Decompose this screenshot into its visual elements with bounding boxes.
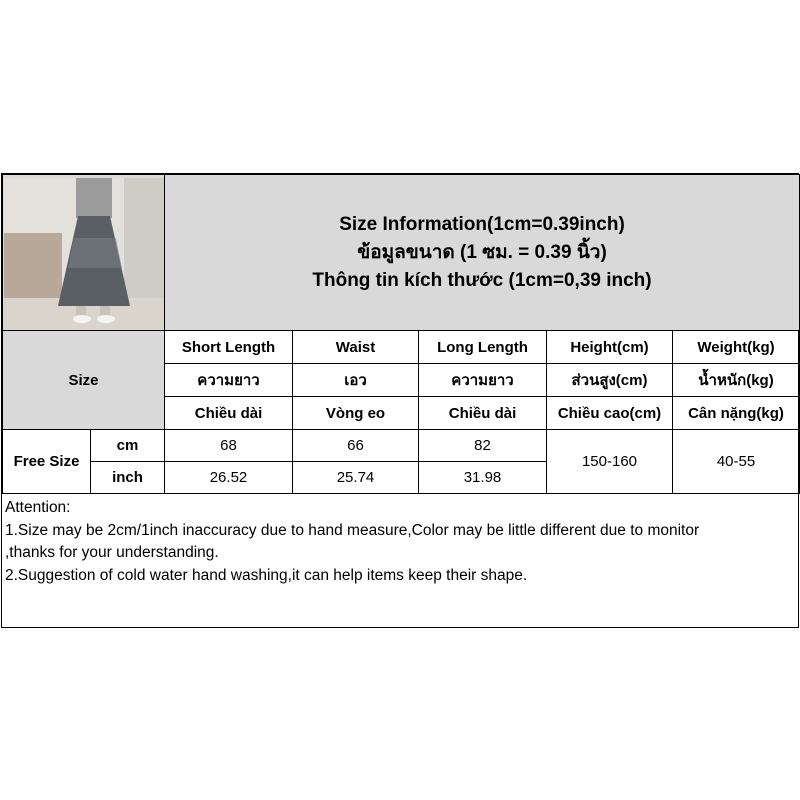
title-english: Size Information(1cm=0.39inch) <box>339 213 625 235</box>
attention-heading: Attention: <box>5 499 71 516</box>
col-long-length-th: ความยาว <box>419 364 547 397</box>
note-2: 2.Suggestion of cold water hand washing,it can help items keep their shape. <box>5 566 528 584</box>
unit-inch: inch <box>91 462 165 494</box>
col-waist-en: Waist <box>293 331 419 364</box>
title-vietnamese: Thông tin kích thước (1cm=0,39 inch) <box>312 269 652 291</box>
col-height-vi: Chiều cao(cm) <box>547 397 673 430</box>
size-table <box>2 174 800 494</box>
size-header: Size <box>3 331 165 430</box>
col-height-th: ส่วนสูง(cm) <box>547 364 673 397</box>
note-1: 1.Size may be 2cm/1inch inaccuracy due to hand measure,Color may be little different due to monitor <box>5 521 700 539</box>
col-short-length-vi: Chiều dài <box>165 397 293 430</box>
cm-long-length: 82 <box>419 430 547 462</box>
col-waist-th: เอว <box>293 364 419 397</box>
product-photo-cell <box>3 175 165 331</box>
inch-waist: 25.74 <box>293 462 419 494</box>
cm-short-length: 68 <box>165 430 293 462</box>
weight-range: 40-55 <box>673 430 800 494</box>
inch-short-length: 26.52 <box>165 462 293 494</box>
col-short-length-en: Short Length <box>165 331 293 364</box>
col-short-length-th: ความยาว <box>165 364 293 397</box>
height-range: 150-160 <box>547 430 673 494</box>
free-size-label: Free Size <box>3 430 91 494</box>
col-height-en: Height(cm) <box>547 331 673 364</box>
unit-cm: cm <box>91 430 165 462</box>
note-1-continued: ,thanks for your understanding. <box>5 544 219 561</box>
col-weight-vi: Cân nặng(kg) <box>673 397 800 430</box>
title-thai: ข้อมูลขนาด (1 ซม. = 0.39 นิ้ว) <box>357 241 607 263</box>
cm-waist: 66 <box>293 430 419 462</box>
col-long-length-vi: Chiều dài <box>419 397 547 430</box>
size-chart-sheet <box>1 173 799 628</box>
inch-long-length: 31.98 <box>419 462 547 494</box>
size-info-title-cell <box>165 175 800 331</box>
col-long-length-en: Long Length <box>419 331 547 364</box>
col-waist-vi: Vòng eo <box>293 397 419 430</box>
col-weight-en: Weight(kg) <box>673 331 800 364</box>
product-photo <box>4 178 164 330</box>
attention-notes <box>5 497 795 587</box>
col-weight-th: น้ำหนัก(kg) <box>673 364 800 397</box>
